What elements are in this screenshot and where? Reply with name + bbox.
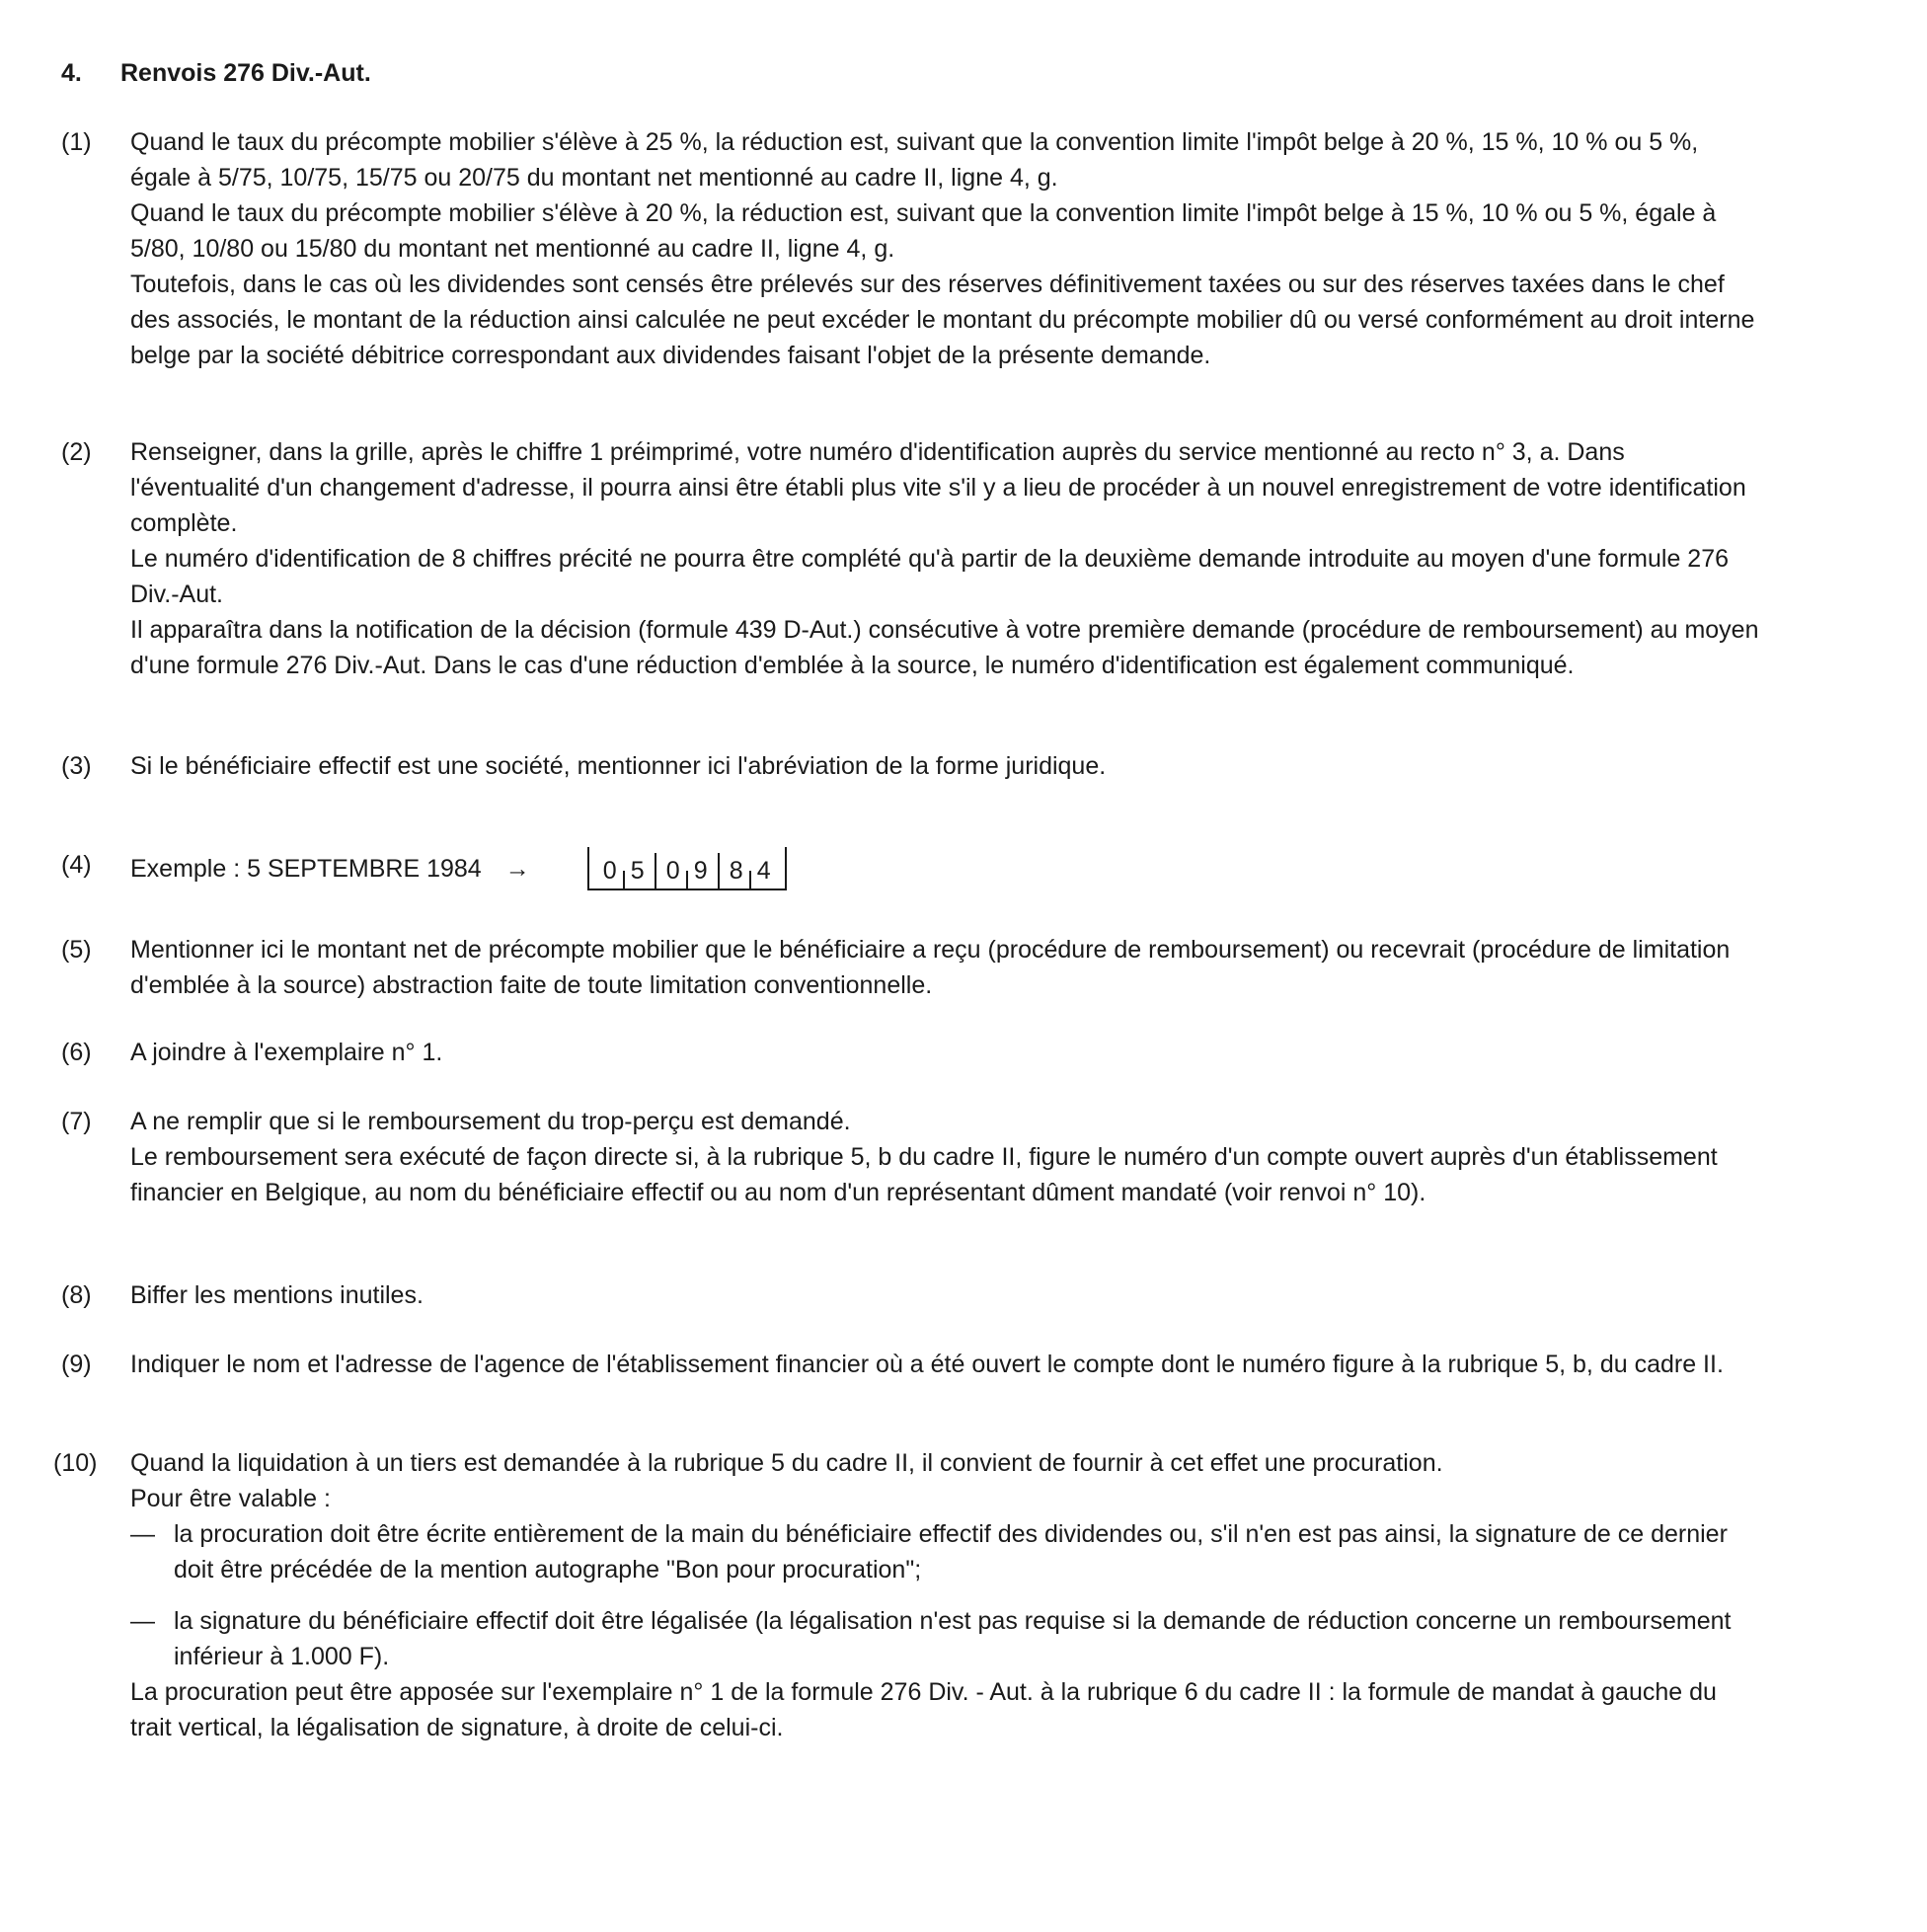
date-grid-month	[655, 853, 718, 889]
date-grid-year	[718, 853, 781, 889]
note-label: (2)	[61, 438, 92, 466]
date-digit: 8	[729, 857, 743, 885]
note-6	[61, 1035, 1759, 1070]
note-paragraph: Le numéro d'identification de 8 chiffres précité ne pourra être complété qu'à partir de la deuxième demande introduite au moyen d'une formule 276 Div.-Aut.	[130, 545, 1730, 608]
arrow-icon: →	[504, 855, 530, 883]
digit-separator	[623, 871, 625, 889]
note-8	[61, 1277, 1759, 1313]
date-digit: 0	[665, 857, 680, 885]
note-label: (4)	[61, 851, 92, 879]
list-item	[130, 1516, 1759, 1587]
note-label: (1)	[61, 128, 92, 156]
note-label: (7)	[61, 1108, 92, 1135]
note-label: (6)	[61, 1039, 92, 1066]
note-2	[61, 434, 1759, 683]
date-digit: 9	[693, 857, 708, 885]
note-4	[61, 847, 1759, 890]
note-paragraph: Indiquer le nom et l'adresse de l'agence de l'établissement financier où a été ouvert le compte dont le numéro figure à la rubrique 5, b, du cadre II.	[130, 1351, 1724, 1378]
note-paragraph: Quand le taux du précompte mobilier s'élève à 20 %, la réduction est, suivant que la convention limite l'impôt belge à 15 %, 10 % ou 5 %, égale à 5/80, 10/80 ou 15/80 du montant net mentionné au cadre II, ligne 4, g.	[130, 199, 1717, 263]
note-label: (5)	[61, 936, 92, 964]
note-paragraph: Quand la liquidation à un tiers est demandée à la rubrique 5 du cadre II, il convient de fournir à cet effet une procuration.	[130, 1449, 1443, 1477]
note-paragraph: Si le bénéficiaire effectif est une société, mentionner ici l'abréviation de la forme juridique.	[130, 752, 1107, 780]
note-paragraph: Mentionner ici le montant net de précompte mobilier que le bénéficiaire a reçu (procédure de remboursement) ou recevrait (procédure de limitation d'emblée à la source) abstraction faite de toute limitation conventionnelle.	[130, 936, 1731, 999]
date-digit: 5	[630, 857, 645, 885]
note-10	[53, 1445, 1759, 1745]
note-label: (3)	[61, 752, 92, 780]
note-paragraph: Le remboursement sera exécuté de façon directe si, à la rubrique 5, b du cadre II, figure le numéro d'un compte ouvert auprès d'un établissement financier en Belgique, au nom du bénéficiaire effectif ou au nom d'un représentant dûment mandaté (voir renvoi n° 10).	[130, 1143, 1718, 1206]
list-item-text: la signature du bénéficiaire effectif doit être légalisée (la légalisation n'est pas requise si la demande de réduction concerne un remboursement inférieur à 1.000 F).	[174, 1607, 1732, 1670]
date-digit: 0	[602, 857, 617, 885]
list-item	[130, 1603, 1759, 1674]
note-paragraph: Renseigner, dans la grille, après le chiffre 1 préimprimé, votre numéro d'identification auprès du service mentionné au recto n° 3, a. Dans l'éventualité d'un changement d'adresse, il pourra ainsi être établi plus vite s'il y a lieu de procéder à un nouvel enregistrement de votre identification complète.	[130, 438, 1746, 537]
date-digit: 4	[756, 857, 771, 885]
note-7	[61, 1104, 1759, 1210]
digit-separator	[749, 871, 751, 889]
note-paragraph: Toutefois, dans le cas où les dividendes sont censés être prélevés sur des réserves définitivement taxées ou sur des réserves taxées dans le chef des associés, le montant de la réduction ainsi calculée ne peut excéder le montant du précompte mobilier dû ou versé conformément au droit interne belge par la société débitrice correspondant aux dividendes faisant l'objet de la présente demande.	[130, 270, 1755, 369]
date-grid-day	[593, 853, 655, 889]
note-paragraph: A joindre à l'exemplaire n° 1.	[130, 1039, 443, 1066]
note-9	[61, 1347, 1759, 1382]
note-label: (9)	[61, 1351, 92, 1378]
section-number: 4.	[61, 59, 82, 87]
section-title: Renvois 276 Div.-Aut.	[120, 59, 371, 87]
note-paragraph: Quand le taux du précompte mobilier s'élève à 25 %, la réduction est, suivant que la convention limite l'impôt belge à 20 %, 15 %, 10 % ou 5 %, égale à 5/75, 10/75, 15/75 ou 20/75 du montant net mentionné au cadre II, ligne 4, g.	[130, 128, 1699, 192]
note-5	[61, 932, 1759, 1003]
note-paragraph: A ne remplir que si le remboursement du trop-perçu est demandé.	[130, 1108, 851, 1135]
section-heading	[61, 55, 371, 91]
dash-bullet: —	[130, 1607, 155, 1635]
note-paragraph: Il apparaîtra dans la notification de la décision (formule 439 D-Aut.) consécutive à votre première demande (procédure de remboursement) au moyen d'une formule 276 Div.-Aut. Dans le cas d'une réduction d'emblée à la source, le numéro d'identification est également communiqué.	[130, 616, 1759, 679]
dash-bullet: —	[130, 1520, 155, 1548]
list-item-text: la procuration doit être écrite entièrement de la main du bénéficiaire effectif des dividendes ou, s'il n'en est pas ainsi, la signature de ce dernier doit être précédée de la mention autographe "Bon pour procuration";	[174, 1520, 1728, 1584]
note-intro: Pour être valable :	[130, 1485, 331, 1512]
date-grid	[587, 847, 787, 890]
note-paragraph: Biffer les mentions inutiles.	[130, 1281, 424, 1309]
digit-separator	[686, 871, 688, 889]
note-label: (8)	[61, 1281, 92, 1309]
note-1	[61, 124, 1759, 373]
note-3	[61, 748, 1759, 784]
example-text: Exemple : 5 SEPTEMBRE 1984	[130, 855, 482, 883]
note-closing: La procuration peut être apposée sur l'exemplaire n° 1 de la formule 276 Div. - Aut. à la rubrique 6 du cadre II : la formule de mandat à gauche du trait vertical, la légalisation de signature, à droite de celui-ci.	[130, 1678, 1717, 1741]
note-label: (10)	[53, 1449, 98, 1477]
